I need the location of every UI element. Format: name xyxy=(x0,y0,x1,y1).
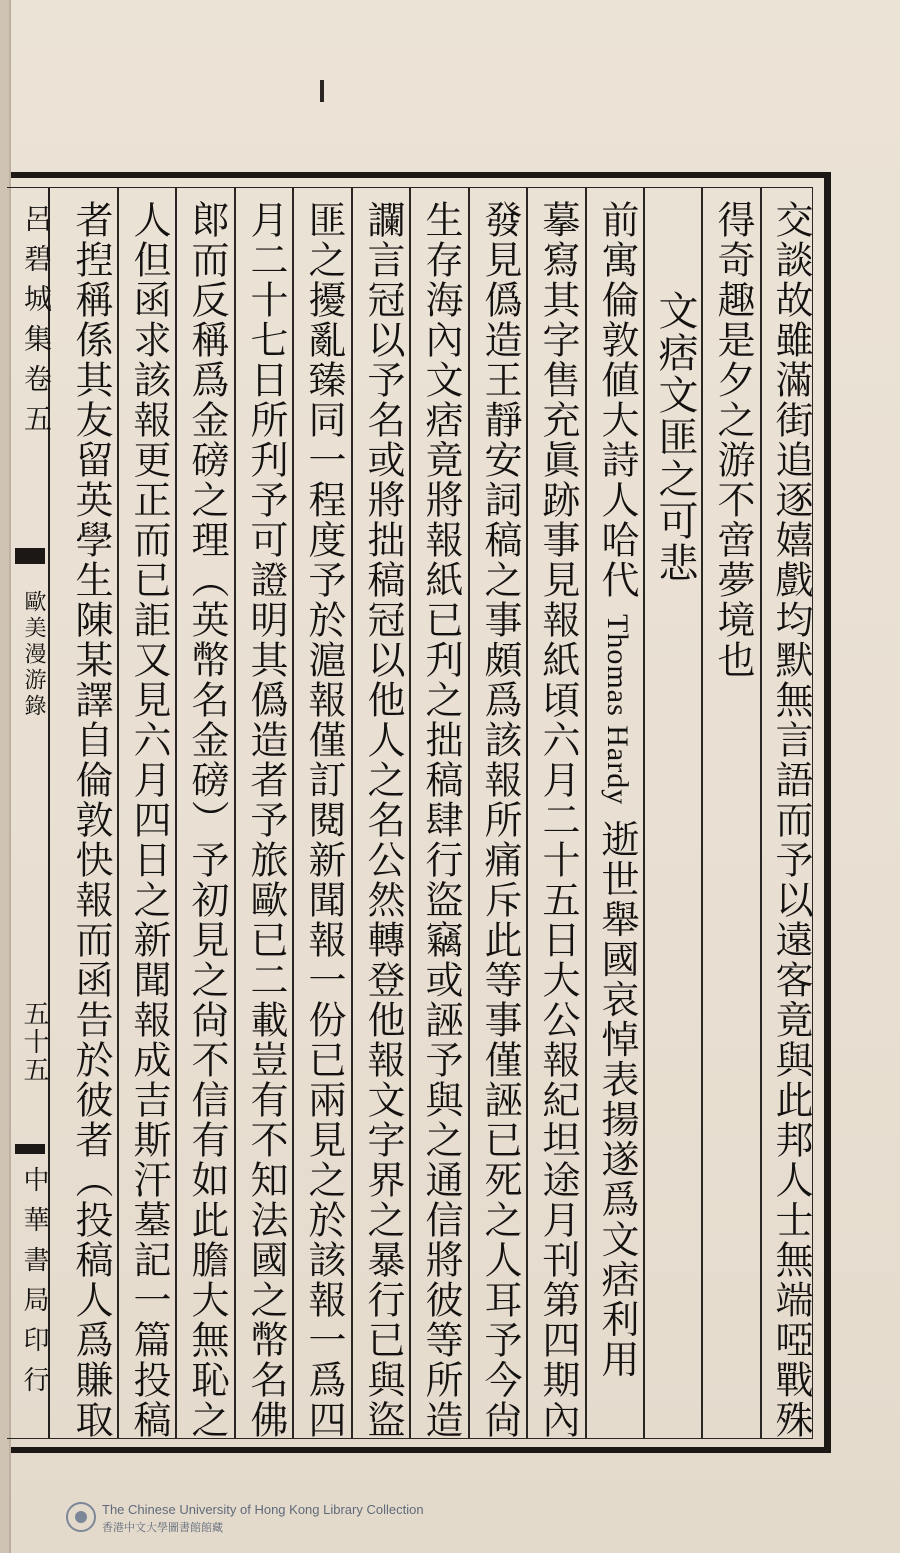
text-column-10: 月二十七日所刋予可證明其僞造者予旅歐已二載豈有不知法國之幣名佛 xyxy=(244,200,288,1440)
text-column-5: 摹寫其字售充眞跡事見報紙頃六月二十五日大公報紀坦途月刊第四期內 xyxy=(536,200,580,1440)
page-number: 五十五 xyxy=(19,1000,49,1084)
text-column-1: 交談故雖滿街追逐嬉戲均默無言語而予以遠客竟與此邦人士無端啞戰殊 xyxy=(769,200,813,1440)
fish-tail-mark-lower xyxy=(15,1144,45,1154)
column-4-text-a: 前寓倫敦値大詩人哈代 xyxy=(595,200,639,600)
text-column-6: 發見僞造王靜安詞稿之事頗爲該報所痛斥此等事僅誣已死之人耳予今尙 xyxy=(478,200,522,1440)
column-divider xyxy=(292,188,294,1438)
text-column-13: 者揑稱係其友留英學生陳某譯自倫敦快報而函告於彼者（投稿人爲賺取 xyxy=(69,200,113,1440)
column-divider xyxy=(585,188,587,1438)
cuhk-library-logo-icon xyxy=(66,1502,96,1532)
column-divider xyxy=(234,188,236,1438)
text-column-12: 人但函求該報更正而已詎又見六月四日之新聞報成吉斯汗墓記一篇投稿 xyxy=(127,200,171,1440)
library-collection-chinese: 香港中文大學圖書館館藏 xyxy=(102,1521,223,1534)
column-divider xyxy=(117,188,119,1438)
column-divider xyxy=(526,188,528,1438)
running-section-title: 歐美漫游錄 xyxy=(21,590,46,720)
text-column-8: 讕言冠以予名或將拙稿冠以他人之名公然轉登他報文字界之暴行已與盜 xyxy=(361,200,405,1440)
text-column-7: 生存海內文痞竟將報紙已刋之拙稿肆行盜竊或誣予與之通信將彼等所造 xyxy=(419,200,463,1440)
foreign-name: Thomas Hardy xyxy=(601,614,634,806)
column-divider xyxy=(409,188,411,1438)
text-column-4 xyxy=(596,200,638,1379)
library-watermark xyxy=(60,1498,480,1542)
text-column-11: 郞而反稱爲金磅之理（英幣名金磅）予初見之尙不信有如此膽大無恥之 xyxy=(185,200,229,1440)
text-column-9: 匪之擾亂臻同一程度予於滬報僅訂閱新聞報一份已兩見之於該報一爲四 xyxy=(302,200,346,1440)
publisher-imprint: 中華書局印行 xyxy=(19,1166,49,1406)
column-divider xyxy=(468,188,470,1438)
column-4-text-c: 逝世舉國哀悼表揚遂爲文痞利用 xyxy=(595,819,639,1380)
column-divider xyxy=(175,188,177,1438)
column-divider xyxy=(643,188,645,1438)
section-heading: 文痞文匪之可悲 xyxy=(652,290,698,584)
column-divider xyxy=(760,188,762,1438)
running-book-title: 呂碧城集卷五 xyxy=(20,204,53,444)
column-divider xyxy=(701,188,703,1438)
text-column-2: 得奇趣是夕之游不啻夢境也 xyxy=(711,200,755,680)
column-divider xyxy=(351,188,353,1438)
print-mark xyxy=(320,80,324,102)
fish-tail-mark xyxy=(15,548,45,564)
library-collection-english: The Chinese University of Hong Kong Library Collection xyxy=(102,1502,424,1517)
